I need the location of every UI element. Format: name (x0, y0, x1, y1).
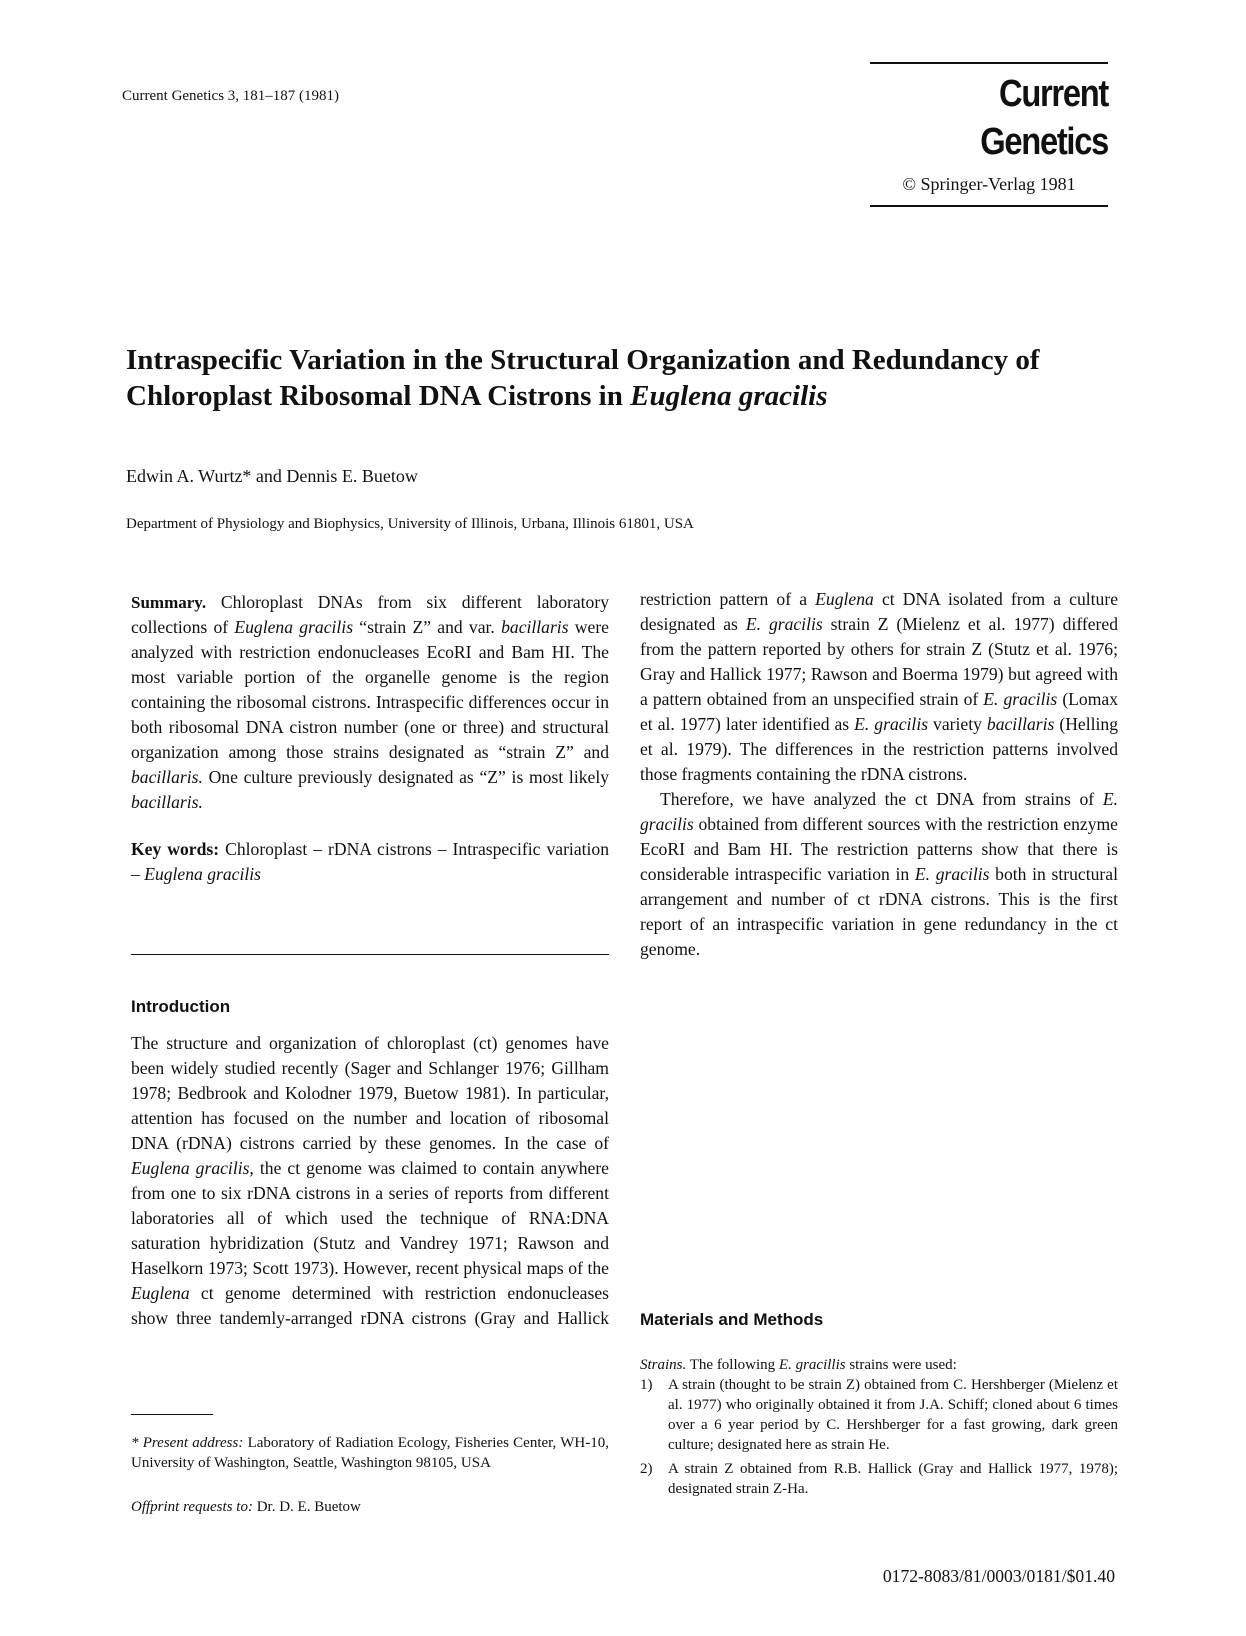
journal-brand (870, 62, 1108, 207)
list-item-text: A strain Z obtained from R.B. Hallick (Gray and Hallick 1977, 1978); designated strain Z-Ha. (668, 1461, 1118, 1497)
intro-p3-text-3: both in structural arrangement and number of ct rDNA cistrons. This is the first report of an intraspecific variation in gene redundancy in the ct genome. (640, 864, 1118, 959)
intro-p2-text-3: strain Z (Mielenz et al. 1977) differed from the pattern reported by others for strain Z (Stutz et al. 1976; Gray and Hallick 1977; Rawson and Boerma 1979) but agreed with a pattern obtained from an unspecified strain of (640, 614, 1118, 709)
intro-p2-text-6: (Helling et al. 1979). The differences in the restriction patterns involved those fragments containing the rDNA cistrons. (640, 714, 1118, 784)
intro-species-1: Euglena gracilis, (131, 1158, 254, 1178)
strains-text-1: The following (686, 1357, 779, 1373)
summary-species-2: bacillaris (501, 617, 569, 637)
intro-text-3: ct genome determined with restriction endonucleases show three tandemly-arranged rDNA cistrons (Gray and Hallick (131, 1283, 609, 1328)
journal-citation: Current Genetics 3, 181–187 (1981) (122, 88, 340, 104)
title-species: Euglena gracilis (630, 380, 828, 412)
footnote-text: Laboratory of Radiation Ecology, Fisheries Center, WH-10, University of Washington, Seattle, Washington 98105, USA (131, 1435, 610, 1471)
intro-p2-species-3: E. gracilis (983, 689, 1058, 709)
intro-paragraph-2 (640, 587, 1118, 787)
intro-p3-text-1: Therefore, we have analyzed the ct DNA from strains of (660, 789, 1103, 809)
intro-p2-text-5: variety (928, 714, 987, 734)
intro-text-1: The structure and organization of chloroplast (ct) genomes have been widely studied recently (Sager and Schlanger 1976; Gillham 1978; Bedbrook and Kolodner 1979, Buetow 1981). In particular, attention has focused on the number and location of ribosomal DNA (rDNA) cistrons carried by these genomes. In the case of (131, 1033, 609, 1153)
summary-text-4: One culture previously designated as “Z” is most likely (202, 767, 609, 787)
affiliation: Department of Physiology and Biophysics, University of Illinois, Urbana, Illinois 61801, USA (126, 516, 694, 532)
offprint-text: Dr. D. E. Buetow (252, 1499, 361, 1515)
title-main: Intraspecific Variation in the Structural Organization and Redundancy of Chloroplast Ribosomal DNA Cistrons in (126, 344, 1040, 412)
summary-text-2: “strain Z” and var. (353, 617, 502, 637)
summary-species-1: Euglena gracilis (234, 617, 354, 637)
strain-list (640, 1375, 1118, 1503)
list-item-number: 2) (640, 1461, 653, 1477)
intro-p2-species-2: E. gracilis (745, 614, 823, 634)
strains-text-2: strains were used: (845, 1357, 957, 1373)
keywords-label: Key words: (131, 839, 220, 859)
intro-p3-species-2: E. gracilis (914, 864, 990, 884)
list-item (640, 1375, 1118, 1455)
strains-species: E. gracillis (778, 1357, 846, 1373)
materials-methods-heading: Materials and Methods (640, 1310, 824, 1329)
intro-text-2: the ct genome was claimed to contain anywhere from one to six rDNA cistrons in a series of reports from different laboratories all of which used the technique of RNA:DNA saturation hybridization (Stutz and Vandrey 1971; Rawson and Haselkorn 1973; Scott 1973). However, recent physical maps of the (131, 1158, 609, 1278)
keywords (131, 837, 609, 887)
list-item-number: 1) (640, 1377, 653, 1393)
intro-p2-species-1: Euglena (815, 589, 874, 609)
intro-p3-species-1: E. gracilis (640, 789, 1118, 834)
introduction-heading: Introduction (131, 997, 231, 1016)
intro-p2-species-4: E. gracilis (854, 714, 929, 734)
summary (131, 590, 609, 815)
list-item (640, 1459, 1118, 1499)
keywords-species: Euglena gracilis (144, 864, 261, 884)
intro-paragraph-1 (131, 1031, 609, 1331)
intro-p2-text-2: ct DNA isolated from a culture designated as (640, 589, 1118, 634)
authors: Edwin A. Wurtz* and Dennis E. Buetow (126, 466, 418, 486)
summary-text-3: were analyzed with restriction endonucleases EcoRI and Bam HI. The most variable portion of the organelle genome is the region containing the ribosomal cistrons. Intraspecific differences occur in both ribosomal DNA cistron number (one or three) and structural organization among those strains designated as “strain Z” and (131, 617, 609, 762)
intro-paragraph-3 (640, 787, 1118, 962)
journal-name: Current Genetics (980, 73, 1108, 163)
introduction-body-right (640, 587, 1118, 1227)
footnote-label: * Present address: (131, 1435, 244, 1451)
intro-p3-text-2: obtained from different sources with the restriction enzyme EcoRI and Bam HI. The restriction patterns show that there is considerable intraspecific variation in (640, 814, 1118, 884)
footnote-offprint (131, 1497, 609, 1517)
article-title (126, 342, 1106, 414)
copyright-line: © Springer-Verlag 1981 (870, 174, 1108, 207)
article-code: 0172-8083/81/0003/0181/$01.40 (882, 1566, 1115, 1586)
intro-p2-species-5: bacillaris (986, 714, 1055, 734)
introduction-body-left (131, 1031, 609, 1331)
section-divider (131, 954, 609, 955)
footnote-rule (131, 1414, 213, 1415)
keywords-text: Chloroplast – rDNA cistrons – Intraspecific variation – (131, 839, 610, 884)
strains-intro (640, 1355, 1118, 1375)
list-item-text: A strain (thought to be strain Z) obtained from C. Hershberger (Mielenz et al. 1977) who originally obtained it from J.A. Schiff; cloned about 6 times over a 6 year period by C. Hershberger for a fast growing, dark green culture; designated here as strain He. (668, 1377, 1118, 1453)
intro-p2-text-1: restriction pattern of a (640, 589, 808, 609)
intro-p2-text-4: (Lomax et al. 1977) later identified as (640, 689, 1118, 734)
strains-label: Strains. (640, 1357, 687, 1373)
summary-species-4: bacillaris. (131, 792, 203, 812)
intro-species-2: Euglena (131, 1283, 190, 1303)
summary-species-3: bacillaris. (131, 767, 203, 787)
summary-label: Summary. (131, 593, 207, 612)
summary-text-1: Chloroplast DNAs from six different laboratory collections of (131, 592, 609, 637)
intro-continuation (640, 587, 1118, 962)
left-column (131, 590, 609, 887)
offprint-label: Offprint requests to: (131, 1499, 253, 1515)
footnote-present-address (131, 1433, 609, 1473)
